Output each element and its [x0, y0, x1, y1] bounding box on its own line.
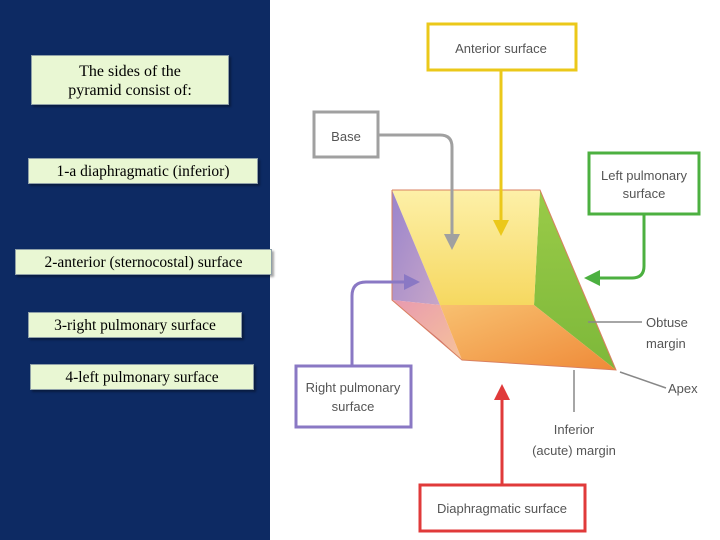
right-pulmonary-label-line-2: surface — [331, 399, 375, 414]
side-item-left-pulmonary: 4-left pulmonary surface — [30, 364, 254, 390]
obtuse-margin-label-line-1: Obtuse — [646, 315, 688, 330]
side-item-anterior: 2-anterior (sternocostal) surface — [15, 249, 272, 275]
anterior-surface-label: Anterior surface — [455, 41, 547, 56]
inferior-margin-label-line-2: (acute) margin — [532, 443, 616, 458]
side-item-right-pulmonary: 3-right pulmonary surface — [28, 312, 242, 338]
left-pulmonary-label-line-1: Left pulmonary — [601, 168, 687, 183]
obtuse-margin-label-line-2: margin — [646, 336, 686, 351]
side-item-diaphragmatic: 1-a diaphragmatic (inferior) — [28, 158, 258, 184]
diaphragmatic-surface-label: Diaphragmatic surface — [436, 501, 568, 516]
apex-label: Apex — [668, 381, 698, 396]
inferior-margin-label-line-1: Inferior — [553, 422, 595, 437]
title-line-2: pyramid consist of: — [68, 82, 192, 99]
left-pulmonary-arrow-head — [584, 270, 600, 286]
title-line-1: The sides of the — [79, 63, 181, 80]
apex-pointer — [620, 372, 666, 388]
right-pulmonary-label-line-1: Right pulmonary — [305, 380, 401, 395]
diaphragmatic-arrow-head — [494, 384, 510, 400]
left-pulmonary-arrow-line — [598, 214, 644, 278]
left-pulmonary-label-box — [589, 153, 699, 214]
right-pulmonary-label-box — [296, 366, 411, 427]
base-label: Base — [331, 129, 361, 144]
left-pulmonary-label-line-2: surface — [622, 186, 666, 201]
